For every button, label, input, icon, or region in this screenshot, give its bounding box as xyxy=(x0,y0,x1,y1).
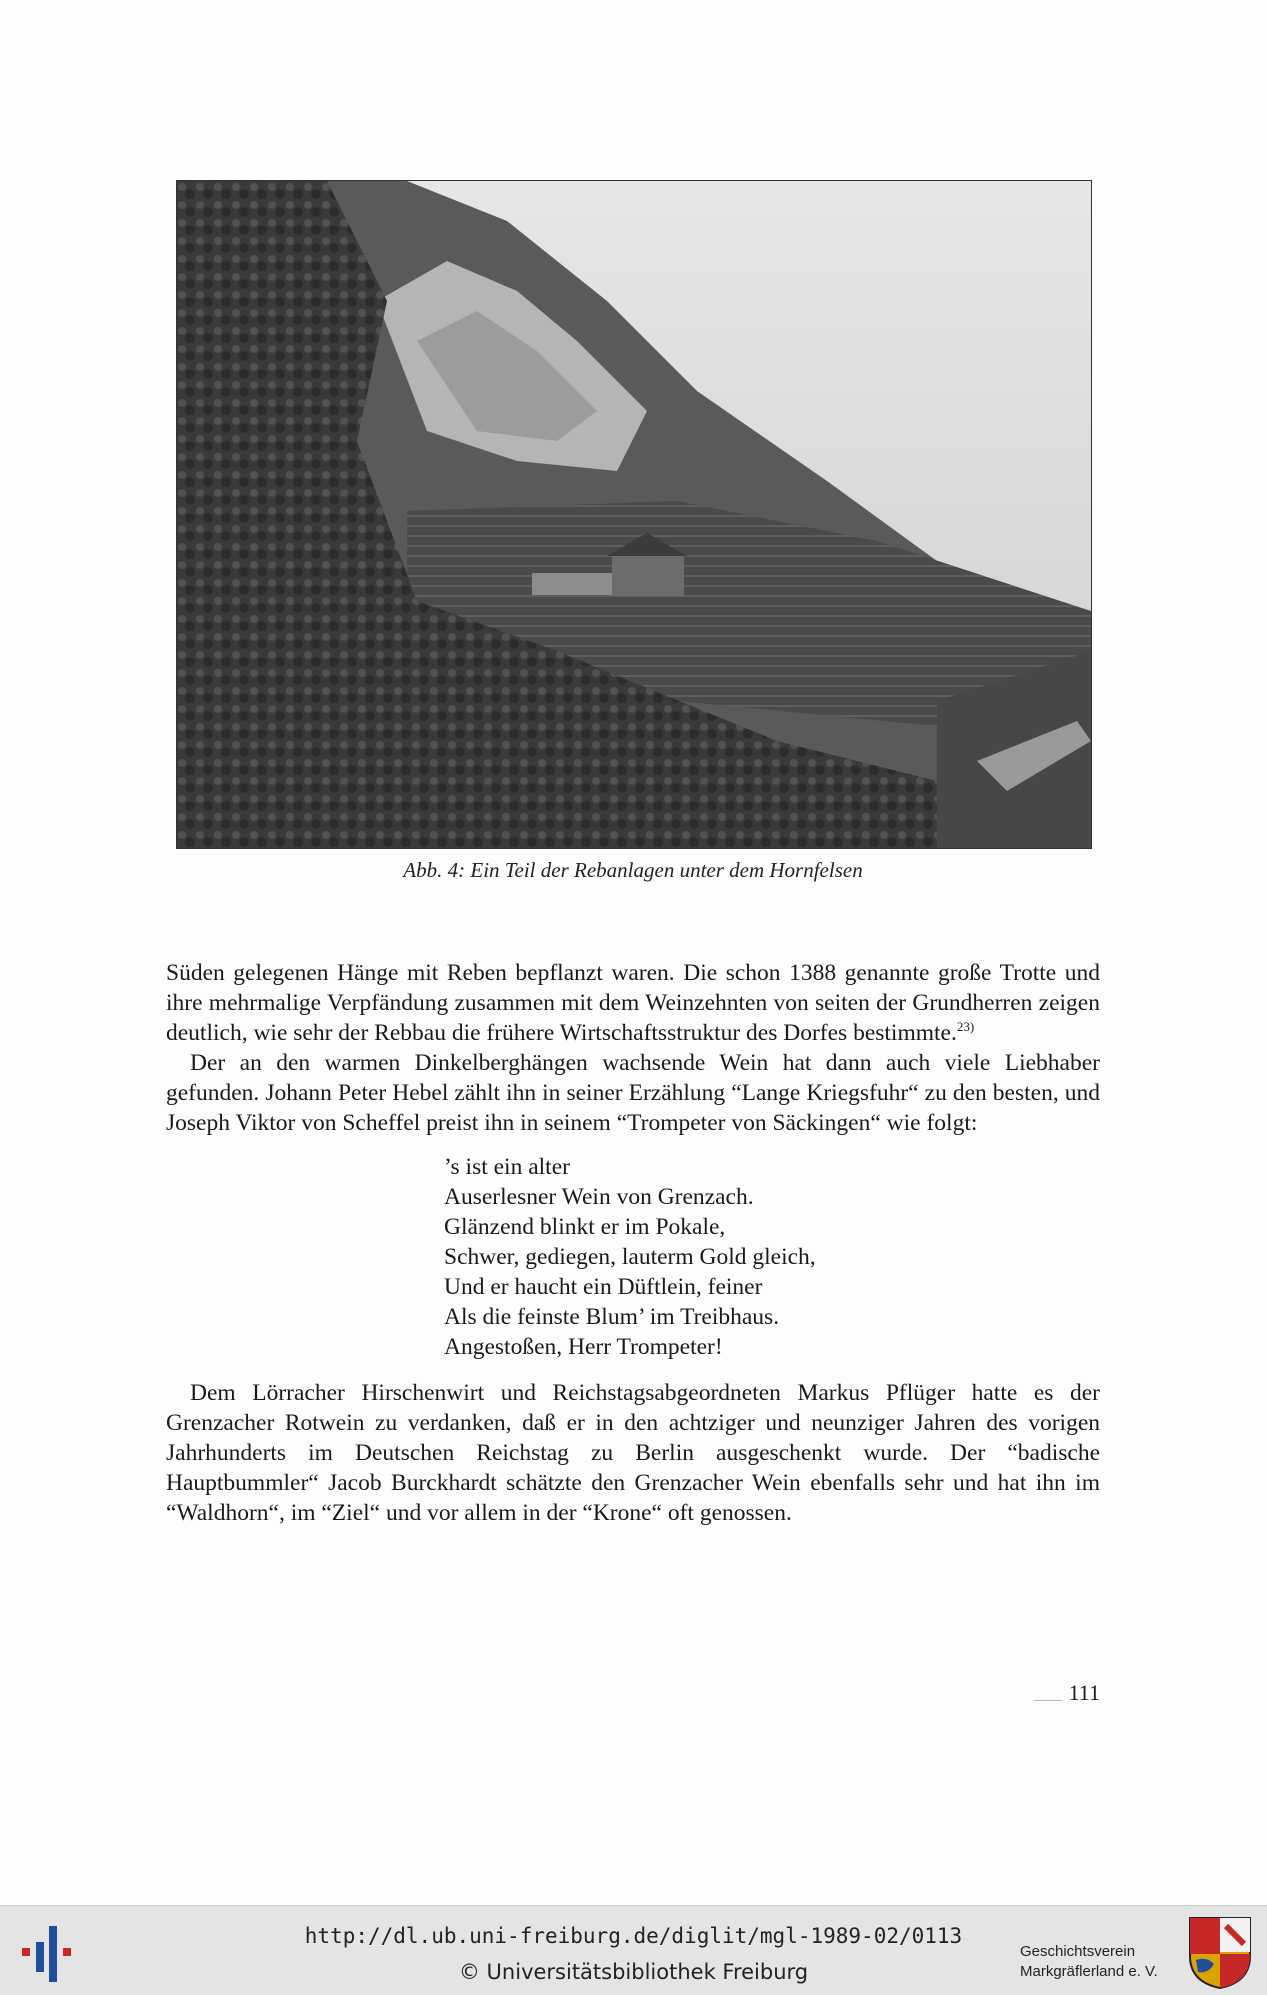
paragraph-2: Der an den warmen Dinkelberghängen wachsende Wein hat dann auch viele Liebhaber gefunden. Johann Peter Hebel zählt ihn in seiner Erzählung “Lange Kriegsfuhr“ zu den besten, und Joseph Viktor von Scheffel preist ihn in seinem “Trompeter von Säckingen“ wie folgt: xyxy=(166,1050,1100,1136)
vineyard-photograph xyxy=(176,180,1092,849)
verse-line: Und er haucht ein Düftlein, feiner xyxy=(444,1274,763,1300)
verse-line: Glänzend blinkt er im Pokale, xyxy=(444,1214,726,1240)
society-name-line-1: Geschichtsverein xyxy=(1020,1943,1136,1960)
body-text xyxy=(166,958,1100,1528)
copyright-notice: © Universitätsbibliothek Freiburg xyxy=(458,1960,809,1984)
verse-line: Auserlesner Wein von Grenzach. xyxy=(444,1184,754,1210)
verse-line: Schwer, gediegen, lauterm Gold gleich, xyxy=(444,1244,816,1270)
footnote-reference: 23) xyxy=(956,1019,975,1035)
society-name[interactable] xyxy=(1020,1942,1180,1982)
verse-line: Angestoßen, Herr Trompeter! xyxy=(444,1334,723,1360)
verse-quote xyxy=(444,1152,1100,1362)
vineyard-photo-image xyxy=(177,181,1091,848)
page-number: 111 xyxy=(1020,1680,1100,1706)
paragraph-1 xyxy=(166,958,1100,1048)
figure-caption: Abb. 4: Ein Teil der Rebanlagen unter dem Hornfelsen xyxy=(403,858,863,882)
verse-line: ’s ist ein alter xyxy=(444,1154,570,1180)
society-name-line-2: Markgräflerland e. V. xyxy=(1020,1963,1158,1980)
coat-of-arms-icon[interactable] xyxy=(1188,1916,1252,1990)
paragraph-3: Dem Lörracher Hirschenwirt und Reichstagsabgeordneten Markus Pflüger hatte es der Grenzacher Rotwein zu verdanken, daß er in den achtziger und neunziger Jahren des vorigen Jahrhunderts im Deutschen Reichstag zu Berlin ausgeschenkt wurde. Der “badische Hauptbummler“ Jacob Burckhardt schätzte den Grenzacher Wein ebenfalls sehr und hat ihn im “Waldhorn“, im “Ziel“ und vor allem in der “Krone“ oft genossen. xyxy=(166,1380,1100,1526)
viewer-footer xyxy=(0,1905,1267,1995)
document-url-link[interactable]: http://dl.ub.uni-freiburg.de/diglit/mgl-1989-02/0113 xyxy=(304,1924,963,1948)
library-logo-icon[interactable] xyxy=(18,1922,80,1984)
paragraph-1-text: Süden gelegenen Hänge mit Reben bepflanzt waren. Die schon 1388 genannte große Trotte und ihre mehrmalige Verpfändung zusammen mit dem Weinzehnten von seiten der Grundherren zeigen deutlich, wie sehr der Rebbau die frühere Wirtschaftsstruktur des Dorfes bestimmte. xyxy=(166,960,1100,1046)
verse-line: Als die feinste Blum’ im Treibhaus. xyxy=(444,1304,780,1330)
